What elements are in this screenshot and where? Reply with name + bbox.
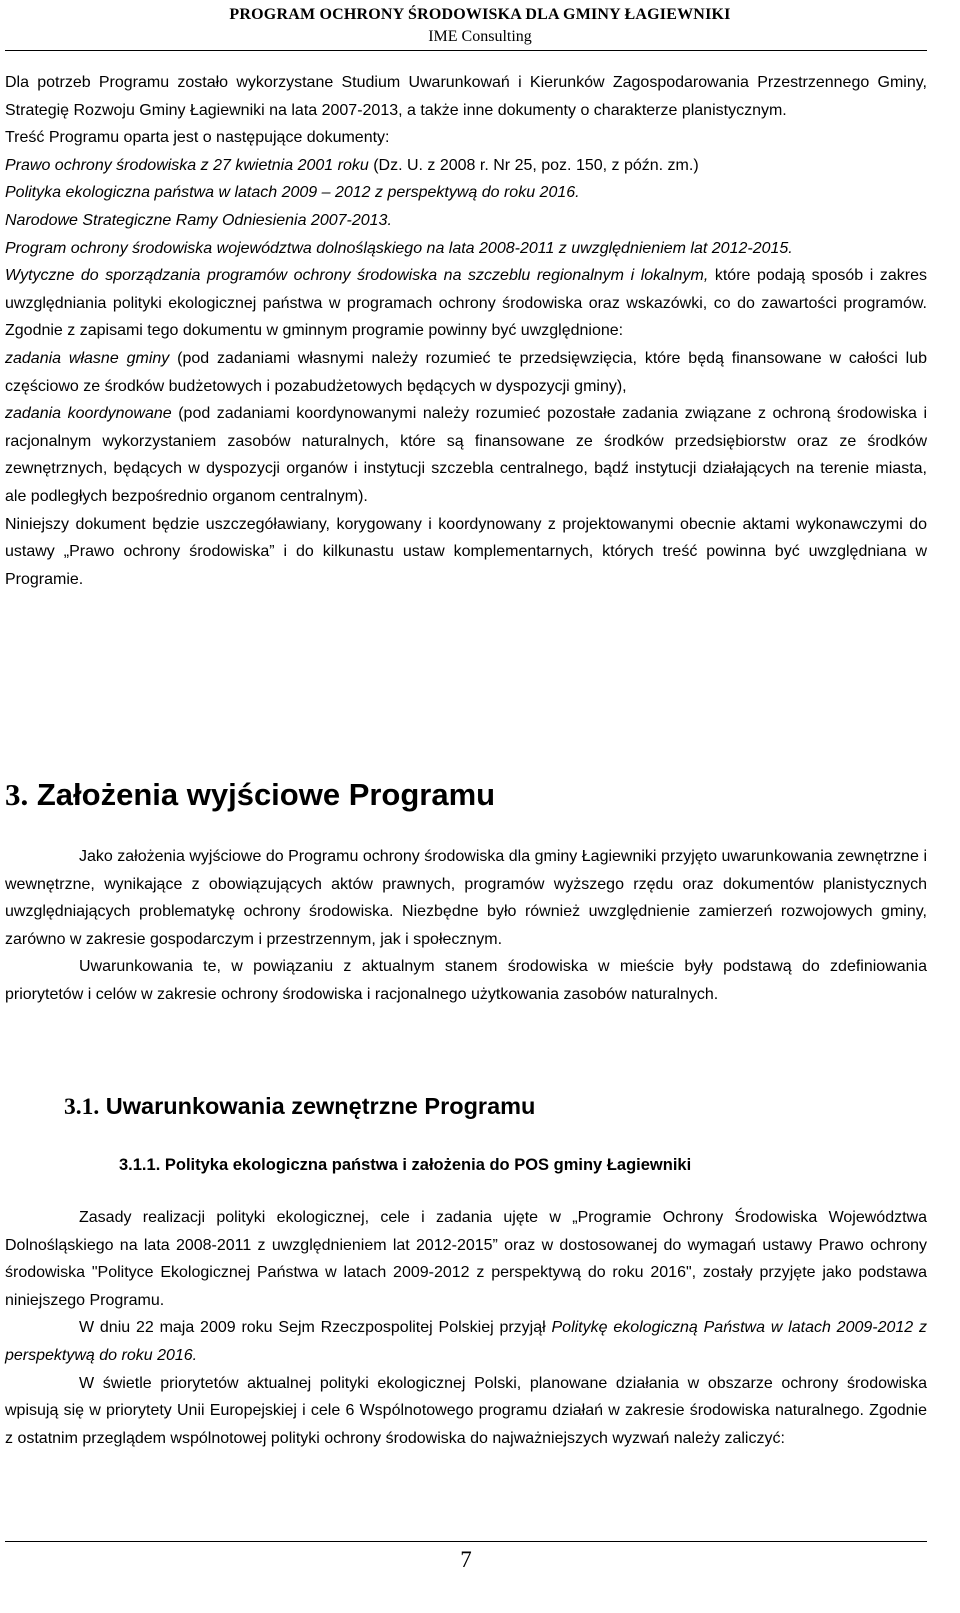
section-paragraph: [5, 1314, 927, 1369]
header-divider: [5, 50, 927, 51]
section-3-1-heading: [64, 1088, 535, 1125]
paragraph-text: W dniu 22 maja 2009 roku Sejm Rzeczpospolitej Polskiej przyjął: [79, 1319, 552, 1337]
page-number: 7: [460, 1547, 472, 1572]
document-item-description: które podają sposób i zakres uwzględniania polityki ekologicznej państwa w programach ochrony środowiska oraz wskazówki, co do zawartości programów. Zgodnie z zapisami tego dokumentu w gminnym programie powinny być uwzględnione:: [5, 267, 927, 340]
intro-block: [5, 69, 927, 593]
document-item: Narodowe Strategiczne Ramy Odniesienia 2007-2013.: [5, 211, 392, 229]
section-3-heading: [5, 770, 495, 820]
document-item-ref: (Dz. U. z 2008 r. Nr 25, poz. 150, z późn. zm.): [368, 156, 699, 174]
task-item-term: zadania koordynowane: [5, 405, 172, 423]
section-number: 3.: [5, 777, 29, 812]
section-number: 3.1.: [64, 1094, 100, 1120]
intro-documents-lead: Treść Programu oparta jest o następujące dokumenty:: [5, 129, 390, 147]
document-item: [5, 262, 927, 345]
section-number: 3.1.1.: [119, 1156, 161, 1174]
section-title: Polityka ekologiczna państwa i założenia do POS gminy Łagiewniki: [160, 1156, 692, 1174]
document-item: Polityka ekologiczna państwa w latach 2009 – 2012 z perspektywą do roku 2016.: [5, 184, 580, 202]
document-item-title: Wytyczne do sporządzania programów ochrony środowiska na szczeblu regionalnym i lokalnym,: [5, 267, 709, 285]
section-paragraph: Uwarunkowania te, w powiązaniu z aktualnym stanem środowiska w mieście były podstawą do zdefiniowania priorytetów i celów w zakresie ochrony środowiska i racjonalnego użytkowania zasobów naturalnych.: [5, 958, 927, 1003]
section-title: Uwarunkowania zewnętrzne Programu: [99, 1093, 536, 1119]
footer-divider: [5, 1541, 927, 1542]
header-subtitle: IME Consulting: [428, 28, 532, 45]
task-item-description: (pod zadaniami koordynowanymi należy rozumieć pozostałe zadania związane z ochroną środowiska i racjonalnym wykorzystaniem zasobów naturalnych, które są finansowane ze środków przedsiębiorstw oraz ze środków zewnętrznych, będących w dyspozycji organów i instytucji szczebla centralnego, bądź instytucji działających na terenie miasta, ale podległych bezpośrednio organom centralnym).: [5, 405, 928, 505]
document-item-title: Prawo ochrony środowiska z 27 kwietnia 2001 roku: [5, 156, 369, 174]
section-3-body: [5, 843, 927, 1009]
section-3-1-1-heading: [119, 1150, 691, 1180]
document-item: Program ochrony środowiska województwa dolnośląskiego na lata 2008-2011 z uwzględnieniem lat 2012-2015.: [5, 239, 793, 257]
intro-paragraph: Dla potrzeb Programu zostało wykorzystane Studium Uwarunkowań i Kierunków Zagospodarowania Przestrzennego Gminy, Strategię Rozwoju Gminy Łagiewniki na lata 2007-2013, a także inne dokumenty o charakterze planistycznym.: [5, 74, 927, 119]
policy-title: Politykę ekologiczną Państwa w latach 2009-2012 z perspektywą do roku 2016.: [5, 1319, 928, 1364]
task-item-description: (pod zadaniami własnymi należy rozumieć te przedsięwzięcia, które będą finansowane w całości lub częściowo ze środków budżetowych i pozabudżetowych będących w dyspozycji gminy),: [5, 349, 928, 395]
section-title: Założenia wyjściowe Programu: [28, 777, 496, 812]
document-item: [5, 152, 927, 180]
page-header: [0, 4, 960, 48]
task-item: [5, 345, 927, 400]
header-title: PROGRAM OCHRONY ŚRODOWISKA DLA GMINY ŁAGIEWNIKI: [229, 6, 731, 23]
closing-paragraph: Niniejszy dokument będzie uszczegóławiany, korygowany i koordynowany z projektowanymi obecnie aktami wykonawczymi do ustawy „Prawo ochrony środowiska” i do kilkunastu ustaw komplementarnych, których treść powinna być uwzględniana w Programie.: [5, 515, 927, 588]
section-paragraph: Zasady realizacji polityki ekologicznej, cele i zadania ujęte w „Programie Ochrony Środowiska Województwa Dolnośląskiego na lata 2008-2011 z uwzględnieniem lat 2012-2015” oraz w dostosowanej do wymagań ustawy Prawo ochrony środowiska "Polityce Ekologicznej Państwa w latach 2009-2012 z perspektywą do roku 2016", zostały przyjęte jako podstawa niniejszego Programu.: [5, 1209, 927, 1309]
section-paragraph: W świetle priorytetów aktualnej polityki ekologicznej Polski, planowane działania w obszarze ochrony środowiska wpisują się w priorytety Unii Europejskiej i cele 6 Wspólnotowego programu działań w zakresie środowiska naturalnego. Zgodnie z ostatnim przeglądem wspólnotowej polityki ochrony środowiska do najważniejszych wyzwań należy zaliczyć:: [5, 1374, 927, 1447]
section-paragraph: Jako założenia wyjściowe do Programu ochrony środowiska dla gminy Łagiewniki przyjęto uwarunkowania zewnętrzne i wewnętrzne, wynikające z obowiązujących aktów prawnych, programów wyższego rzędu oraz dokumentów planistycznych uwzględniających problematykę ochrony środowiska. Niezbędne było również uwzględnienie zamierzeń rozwojowych gminy, zarówno w zakresie gospodarczym i przestrzennym, jak i społecznym.: [5, 848, 927, 948]
task-item-term: zadania własne gminy: [5, 349, 170, 367]
section-3-1-1-body: [5, 1204, 927, 1452]
task-item: [5, 400, 927, 510]
